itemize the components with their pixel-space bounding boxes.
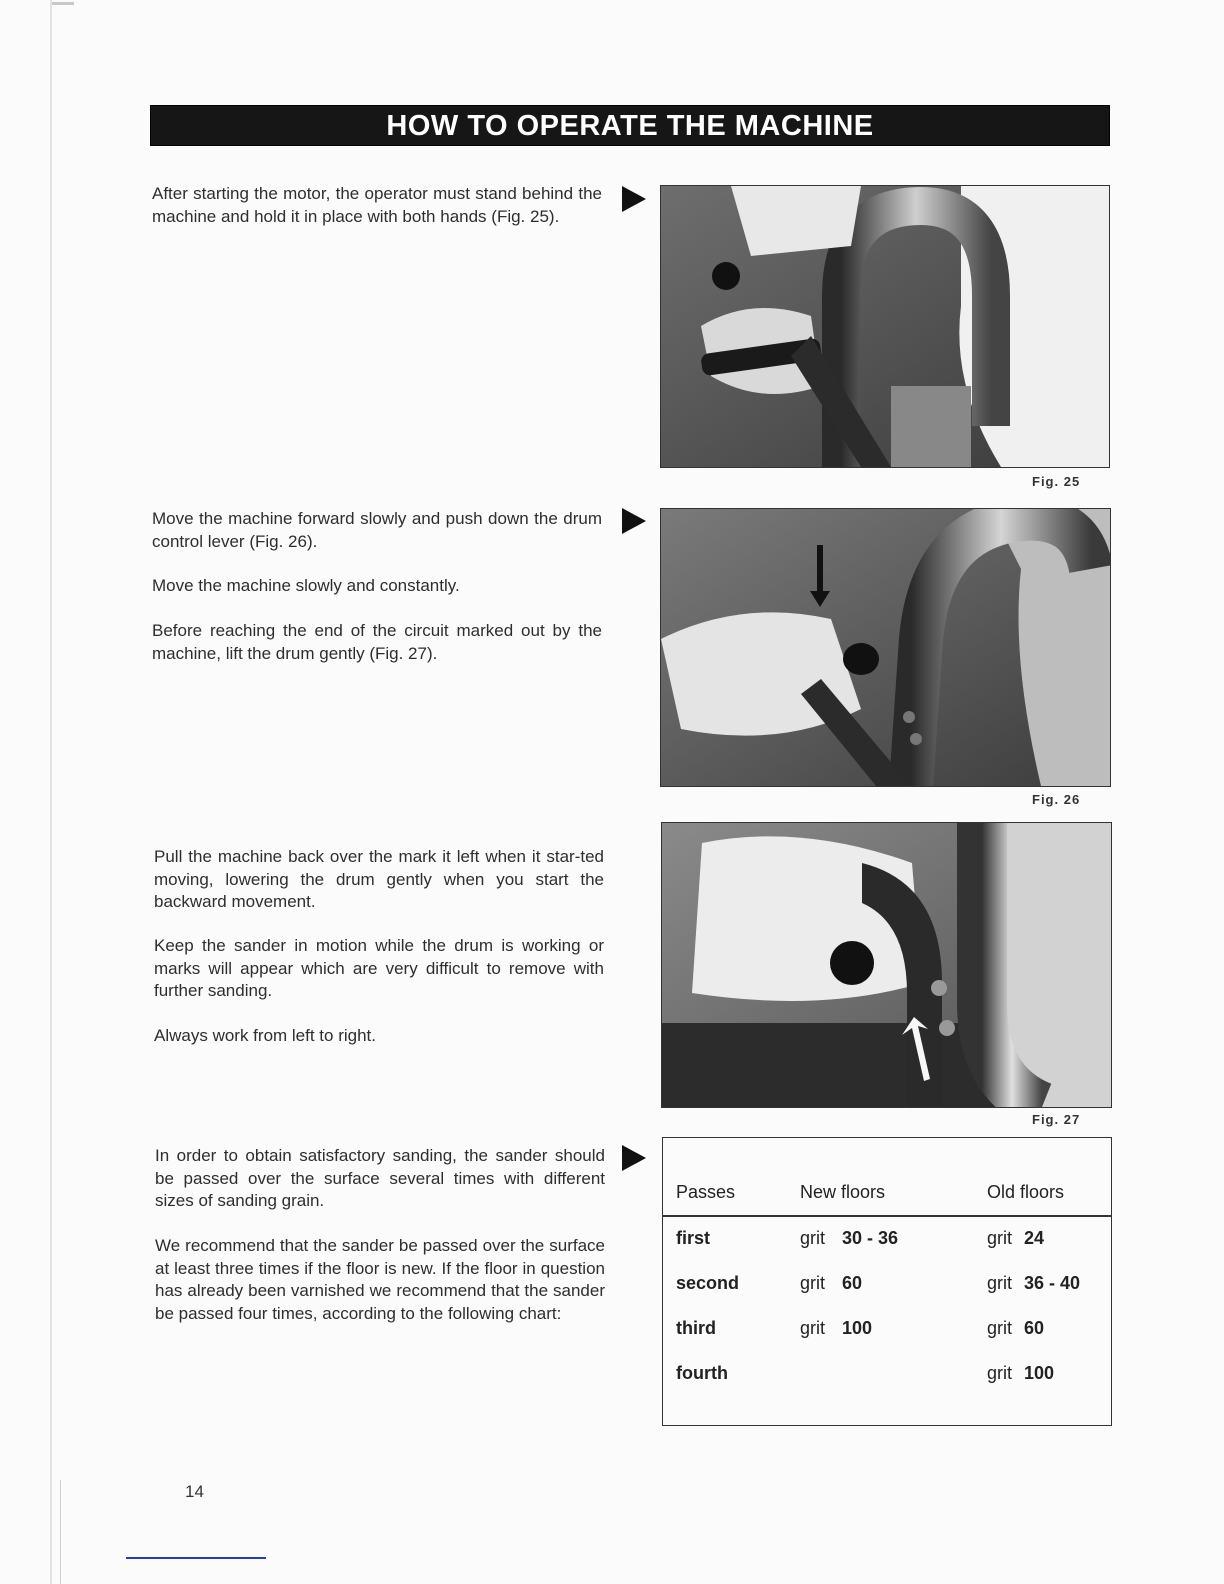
chart-header-old-floors: Old floors <box>987 1182 1065 1202</box>
figure-25-caption: Fig. 25 <box>1032 474 1081 489</box>
scan-edge-lower <box>60 1480 61 1584</box>
section-title: HOW TO OPERATE THE MACHINE <box>150 105 1110 146</box>
chart-header-passes: Passes <box>676 1182 736 1202</box>
figure-27-photo <box>661 822 1112 1108</box>
grit-value: 60 <box>842 1273 863 1293</box>
page-number: 14 <box>185 1482 204 1501</box>
chart-header-new-floors: New floors <box>800 1182 886 1202</box>
chart-pass: third <box>676 1318 716 1338</box>
chart-new-cell <box>800 1318 872 1339</box>
grit-value: 60 <box>1024 1318 1045 1338</box>
paragraph-move-forward: Move the machine forward slowly and push down the drum control lever (Fig. 26). <box>152 509 602 551</box>
paragraph-satisfactory-sanding: In order to obtain satisfactory sanding, the sander should be passed over the surface several times with different sizes of sanding grain. <box>155 1146 605 1210</box>
chart-divider <box>663 1215 1111 1217</box>
chart-old-cell <box>987 1228 1044 1249</box>
chart-old-cell <box>987 1273 1080 1294</box>
footer-rule <box>126 1557 266 1559</box>
grit-label: grit <box>987 1318 1013 1338</box>
chart-new-cell <box>800 1273 862 1294</box>
chart-pass: first <box>676 1228 711 1248</box>
pointer-arrow-icon <box>622 508 646 534</box>
paragraph-recommend-passes: We recommend that the sander be passed over the surface at least three times if the floor is new. If the floor in question has already been varnished we recommend that the sander be passed four times, according to the following chart: <box>155 1236 605 1323</box>
grit-value: 30 - 36 <box>842 1228 899 1248</box>
grit-value: 36 - 40 <box>1024 1273 1081 1293</box>
paragraph-lift-drum: Before reaching the end of the circuit marked out by the machine, lift the drum gently (Fig. 27). <box>152 621 602 663</box>
paragraph-keep-moving: Keep the sander in motion while the drum is working or marks will appear which are very difficult to remove with further sanding. <box>154 936 604 1000</box>
grit-label: grit <box>800 1318 826 1338</box>
chart-old-cell <box>987 1318 1044 1339</box>
figure-25-photo <box>660 185 1110 468</box>
grit-label: grit <box>987 1273 1013 1293</box>
grit-label: grit <box>987 1363 1013 1383</box>
paragraph-start-motor: After starting the motor, the operator must stand behind the machine and hold it in place with both hands (Fig. 25). <box>152 184 602 226</box>
paragraph-move-slowly: Move the machine slowly and constantly. <box>152 576 460 595</box>
scan-edge <box>50 0 52 1584</box>
figure-27-caption: Fig. 27 <box>1032 1112 1081 1127</box>
chart-pass: second <box>676 1273 740 1293</box>
grit-value: 100 <box>1024 1363 1055 1383</box>
paragraph-left-to-right: Always work from left to right. <box>154 1026 377 1045</box>
corner-mark <box>52 2 74 5</box>
figure-26-caption: Fig. 26 <box>1032 792 1081 807</box>
grit-value: 100 <box>842 1318 873 1338</box>
grit-chart <box>662 1137 1112 1426</box>
grit-label: grit <box>800 1273 826 1293</box>
chart-pass: fourth <box>676 1363 728 1383</box>
grit-value: 24 <box>1024 1228 1045 1248</box>
chart-old-cell <box>987 1363 1054 1384</box>
grit-label: grit <box>987 1228 1013 1248</box>
figure-26-photo <box>660 508 1111 787</box>
pointer-arrow-icon <box>622 186 646 212</box>
chart-new-cell <box>800 1228 898 1249</box>
pointer-arrow-icon <box>622 1145 646 1171</box>
grit-label: grit <box>800 1228 826 1248</box>
paragraph-pull-back: Pull the machine back over the mark it left when it star-ted moving, lowering the drum gently when you start the backward movement. <box>154 847 604 911</box>
